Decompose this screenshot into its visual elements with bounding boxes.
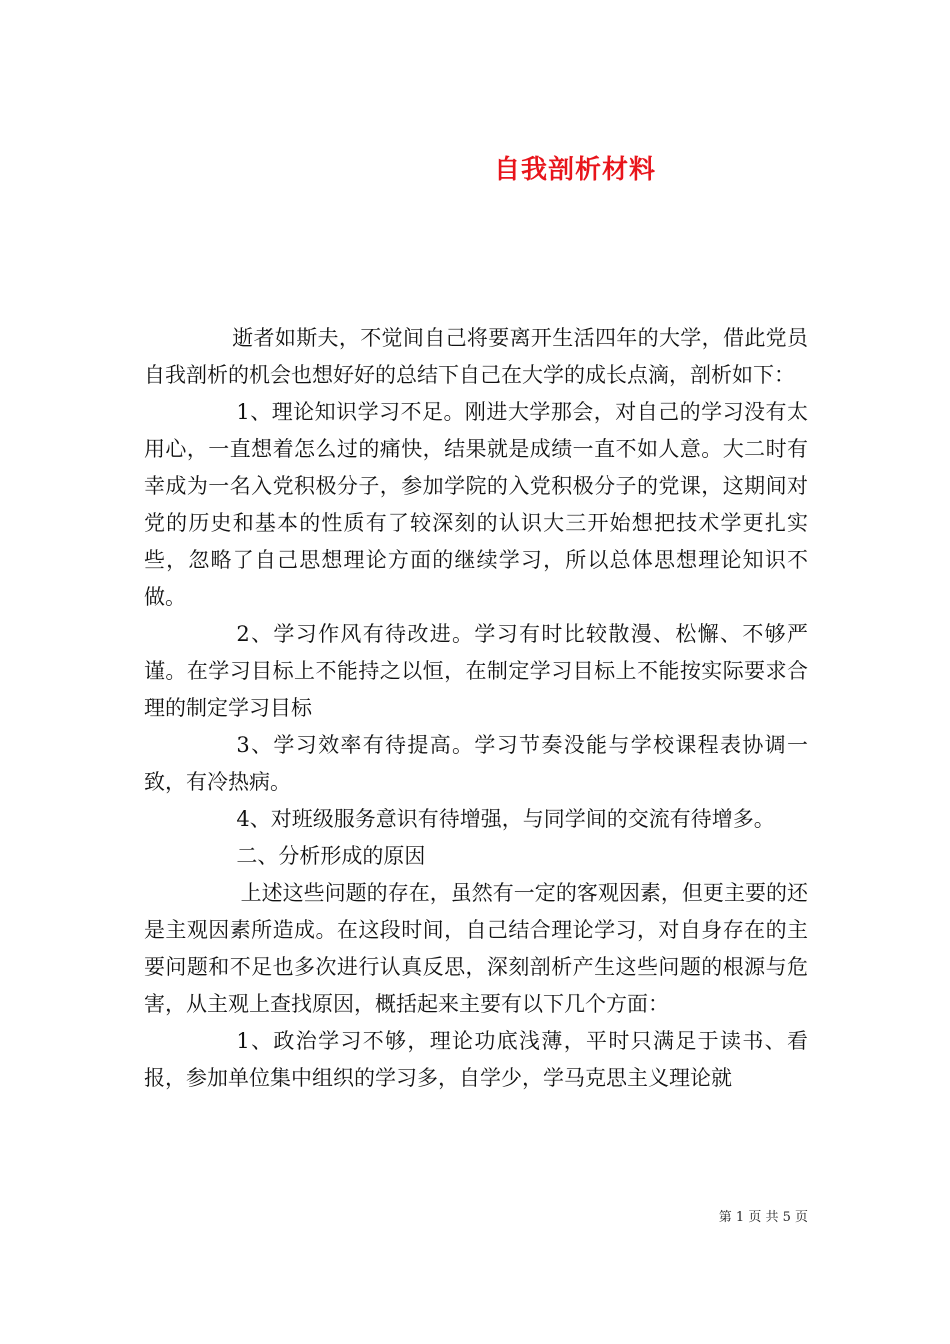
paragraph-intro: 逝者如斯夫，不觉间自己将要离开生活四年的大学，借此党员自我剖析的机会也想好好的总结下自己在大学的成长点滴，剖析如下：	[144, 326, 808, 387]
paragraph-item-1: 1、理论知识学习不足。刚进大学那会，对自己的学习没有太用心，一直想着怎么过的痛快，结果就是成绩一直不如人意。大二时有幸成为一名入党积极分子，参加学院的入党积极分子的党课，这期间对党的历史和基本的性质有了较深刻的认识大三开始想把技术学更扎实些，忽略了自己思想理论方面的继续学习，所以总体思想理论知识不做。	[144, 400, 808, 609]
page-number: 第 1 页 共 5 页	[718, 1210, 808, 1225]
paragraph-causes-intro: 上述这些问题的存在，虽然有一定的客观因素，但更主要的还是主观因素所造成。在这段时间，自己结合理论学习，对自身存在的主要问题和不足也多次进行认真反思，深刻剖析产生这些问题的根源与危害，从主观上查找原因，概括起来主要有以下几个方面：	[144, 881, 808, 1016]
paragraph-item-3: 3、学习效率有待提高。学习节奏没能与学校课程表协调一致，有冷热病。	[144, 733, 808, 794]
paragraph-item-2: 2、学习作风有待改进。学习有时比较散漫、松懈、不够严谨。在学习目标上不能持之以恒，在制定学习目标上不能按实际要求合理的制定学习目标	[144, 622, 808, 720]
paragraph-item-4: 4、对班级服务意识有待增强，与同学间的交流有待增多。	[236, 807, 775, 831]
paragraph-cause-1: 1、政治学习不够，理论功底浅薄，平时只满足于读书、看报，参加单位集中组织的学习多，自学少，学马克思主义理论就	[144, 1029, 808, 1090]
section-heading-causes: 二、分析形成的原因	[236, 844, 426, 868]
page-title: 自我剖析材料	[493, 155, 656, 186]
document-body	[144, 320, 808, 1097]
